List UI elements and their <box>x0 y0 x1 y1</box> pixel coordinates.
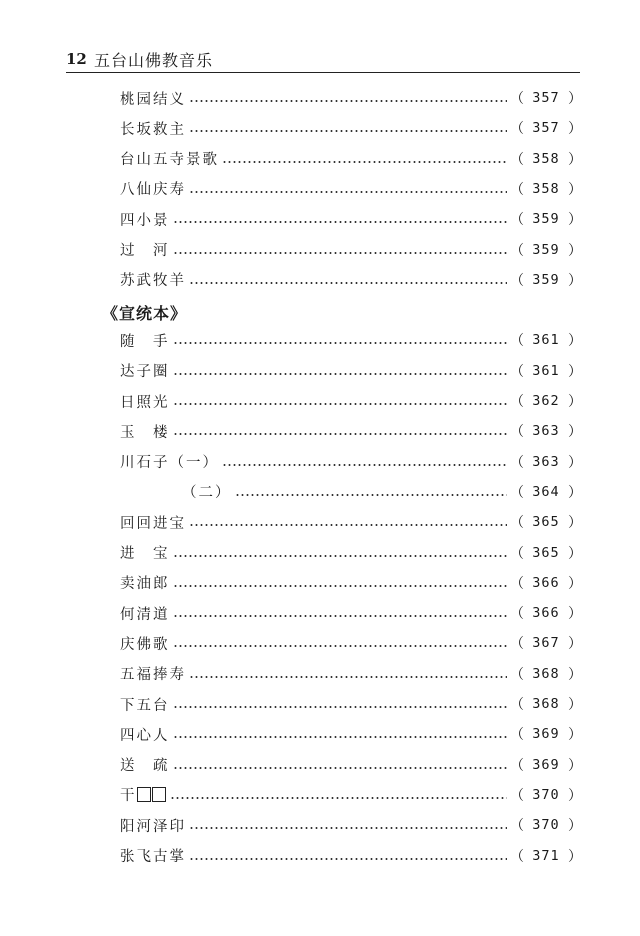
dot-leader <box>189 282 507 284</box>
entry-page-number: 366 <box>532 574 560 591</box>
dot-leader <box>235 494 508 496</box>
close-paren: ） <box>568 91 582 107</box>
toc-entry[interactable] <box>120 542 582 564</box>
toc-entry[interactable] <box>120 117 582 139</box>
dot-leader <box>173 585 508 587</box>
dot-leader <box>173 615 508 617</box>
dot-leader <box>173 706 508 708</box>
open-paren: （ <box>510 272 524 289</box>
entry-title: 台山五寺景歌 <box>120 152 219 169</box>
open-paren: （ <box>510 848 524 865</box>
dot-leader <box>189 100 507 102</box>
open-paren: （ <box>510 151 524 168</box>
entry-page-number: 363 <box>532 453 560 470</box>
close-paren: ） <box>568 181 582 198</box>
close-paren: ） <box>568 606 582 623</box>
close-paren: ） <box>568 454 582 471</box>
close-paren: ） <box>568 575 582 592</box>
toc-entry[interactable] <box>120 451 582 473</box>
entry-title: 随 手 <box>120 333 170 350</box>
toc-entry[interactable] <box>120 572 582 594</box>
entry-title: 过 河 <box>120 243 170 259</box>
open-paren: （ <box>510 454 524 471</box>
open-paren: （ <box>510 636 524 653</box>
entry-page-number: 364 <box>532 483 560 500</box>
close-paren: ） <box>568 363 582 380</box>
toc-entry[interactable] <box>120 329 582 351</box>
open-paren: （ <box>510 727 524 744</box>
entry-title: 日照光 <box>120 394 170 411</box>
entry-title: 送 疏 <box>120 758 170 775</box>
dot-leader <box>222 464 507 466</box>
toc-entry[interactable] <box>120 754 582 776</box>
missing-character-box <box>137 787 151 802</box>
entry-page-number: 369 <box>532 726 560 743</box>
entry-page-number: 371 <box>532 847 560 864</box>
missing-character-box <box>152 787 166 802</box>
dot-leader <box>189 130 507 132</box>
close-paren: ） <box>568 242 582 259</box>
dot-leader <box>173 221 508 223</box>
dot-leader <box>173 342 508 344</box>
close-paren: ） <box>568 636 582 653</box>
entry-page-number: 358 <box>532 180 560 197</box>
entry-page-number: 361 <box>532 362 560 379</box>
close-paren: ） <box>568 212 582 229</box>
close-paren: ） <box>568 333 582 350</box>
open-paren: （ <box>510 212 524 229</box>
dot-leader <box>173 555 508 557</box>
close-paren: ） <box>568 818 582 835</box>
entry-page-number: 358 <box>532 150 560 167</box>
open-paren: （ <box>510 333 524 350</box>
close-paren: ） <box>568 666 582 683</box>
dot-leader <box>173 403 508 405</box>
close-paren: ） <box>568 697 582 713</box>
page-header <box>66 46 580 73</box>
entry-page-number: 369 <box>532 756 560 773</box>
open-paren: （ <box>510 91 524 107</box>
entry-title: 回回进宝 <box>120 515 186 532</box>
open-paren: （ <box>510 181 524 198</box>
dot-leader <box>189 191 507 193</box>
section-heading: 《宣统本》 <box>102 304 188 324</box>
close-paren: ） <box>568 848 582 865</box>
open-paren: （ <box>510 666 524 683</box>
entry-title: 达子圈 <box>120 364 170 381</box>
entry-title: 庆佛歌 <box>120 636 170 653</box>
toc-entry[interactable] <box>120 269 582 291</box>
entry-title: 八仙庆寿 <box>120 182 186 199</box>
toc-entry[interactable] <box>120 845 582 867</box>
open-paren: （ <box>510 515 524 532</box>
dot-leader <box>222 161 507 163</box>
close-paren: ） <box>568 272 582 289</box>
entry-page-number: 359 <box>532 211 560 228</box>
toc-entry[interactable] <box>120 511 582 533</box>
open-paren: （ <box>510 697 524 713</box>
dot-leader <box>189 827 507 829</box>
entry-page-number: 367 <box>532 635 560 652</box>
toc-entry[interactable] <box>182 481 582 503</box>
entry-title: 四小景 <box>120 212 170 229</box>
toc-entry[interactable] <box>120 602 582 624</box>
entry-page-number: 357 <box>532 90 560 106</box>
dot-leader <box>189 524 507 526</box>
open-paren: （ <box>510 242 524 259</box>
open-paren: （ <box>510 545 524 562</box>
dot-leader <box>170 797 508 799</box>
close-paren: ） <box>568 424 582 441</box>
toc-entry[interactable] <box>120 148 582 170</box>
close-paren: ） <box>568 787 582 804</box>
toc-entry[interactable] <box>120 632 582 654</box>
entry-page-number: 365 <box>532 544 560 561</box>
toc-entry[interactable] <box>120 178 582 200</box>
entry-page-number: 363 <box>532 423 560 440</box>
dot-leader <box>189 858 507 860</box>
dot-leader <box>173 373 508 375</box>
entry-title: 五福捧寿 <box>120 667 186 684</box>
toc-entry[interactable] <box>120 208 582 230</box>
book-title: 五台山佛教音乐 <box>94 51 214 70</box>
entry-title: 四心人 <box>120 727 170 744</box>
page-number: 12 <box>66 50 87 68</box>
close-paren: ） <box>568 151 582 168</box>
entry-page-number: 370 <box>532 786 560 803</box>
open-paren: （ <box>510 575 524 592</box>
toc-entry[interactable] <box>120 663 582 685</box>
entry-title: 川石子（一） <box>120 455 219 472</box>
open-paren: （ <box>510 394 524 410</box>
entry-page-number: 366 <box>532 605 560 622</box>
toc-entry[interactable] <box>120 239 582 261</box>
close-paren: ） <box>568 545 582 562</box>
entry-page-number: 368 <box>532 665 560 682</box>
close-paren: ） <box>568 121 582 138</box>
open-paren: （ <box>510 121 524 138</box>
close-paren: ） <box>568 727 582 744</box>
open-paren: （ <box>510 606 524 623</box>
open-paren: （ <box>510 484 524 501</box>
dot-leader <box>173 252 508 254</box>
entry-page-number: 365 <box>532 514 560 531</box>
entry-title: 苏武牧羊 <box>120 273 186 290</box>
toc-entry[interactable] <box>120 420 582 442</box>
dot-leader <box>189 676 507 678</box>
toc-entry[interactable] <box>120 390 582 412</box>
toc-entry[interactable] <box>120 360 582 382</box>
open-paren: （ <box>510 424 524 441</box>
entry-page-number: 357 <box>532 120 560 137</box>
entry-title: 卖油郎 <box>120 576 170 593</box>
dot-leader <box>173 736 508 738</box>
dot-leader <box>173 767 508 769</box>
toc-entry[interactable] <box>120 814 582 836</box>
open-paren: （ <box>510 757 524 774</box>
entry-title: 玉 楼 <box>120 424 170 441</box>
open-paren: （ <box>510 818 524 835</box>
open-paren: （ <box>510 363 524 380</box>
toc-entry[interactable] <box>120 784 582 806</box>
close-paren: ） <box>568 394 582 410</box>
toc-entry[interactable] <box>120 723 582 745</box>
entry-page-number: 359 <box>532 241 560 258</box>
entry-title: 下五台 <box>120 697 170 714</box>
entry-page-number: 361 <box>532 332 560 349</box>
entry-title: （二） <box>182 485 232 502</box>
toc-entry[interactable] <box>120 693 582 715</box>
close-paren: ） <box>568 484 582 501</box>
entry-title: 张飞古掌 <box>120 849 186 865</box>
dot-leader <box>173 645 508 647</box>
toc-entry[interactable] <box>120 87 582 109</box>
entry-page-number: 362 <box>532 393 560 409</box>
entry-title: 何清道 <box>120 606 170 623</box>
open-paren: （ <box>510 787 524 804</box>
entry-title: 桃园结义 <box>120 91 186 108</box>
entry-page-number: 370 <box>532 817 560 834</box>
entry-title: 阳河泽印 <box>120 818 186 835</box>
entry-title: 进 宝 <box>120 546 170 562</box>
entry-page-number: 368 <box>532 696 560 712</box>
dot-leader <box>173 433 508 435</box>
entry-page-number: 359 <box>532 271 560 288</box>
entry-title: 长坂救主 <box>120 121 186 138</box>
close-paren: ） <box>568 515 582 532</box>
close-paren: ） <box>568 757 582 774</box>
entry-title: 干 <box>120 788 137 805</box>
